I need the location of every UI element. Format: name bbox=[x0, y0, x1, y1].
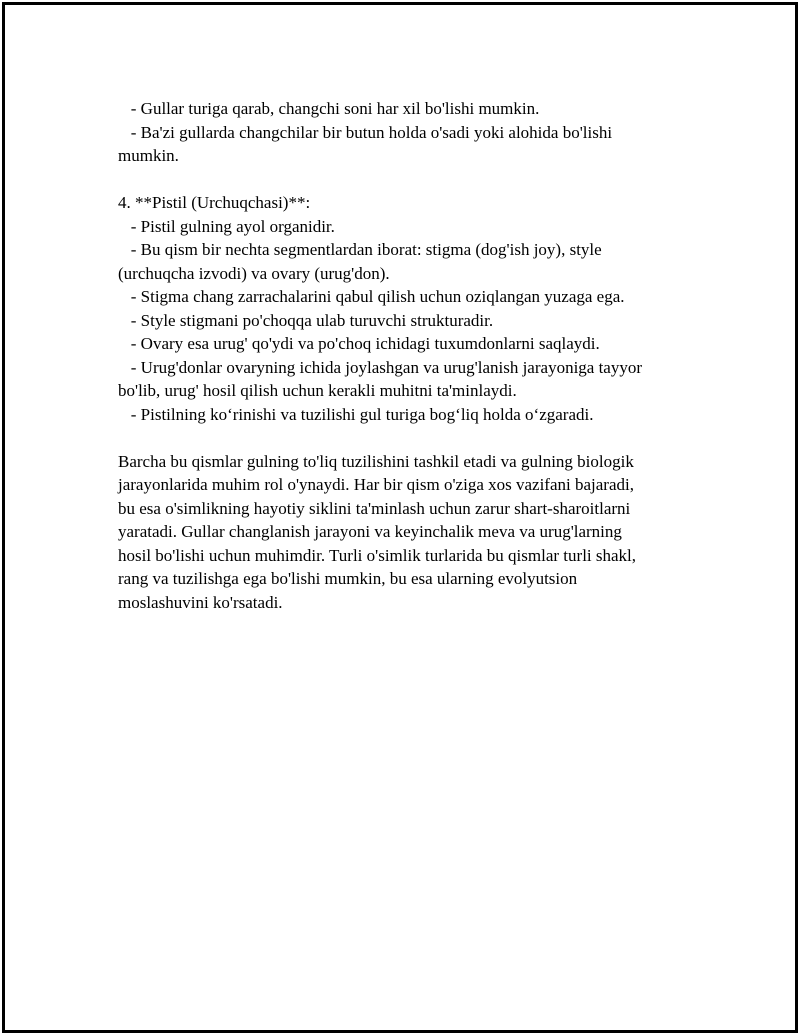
text-line: Barcha bu qismlar gulning to'liq tuzilishini tashkil etadi va gulning biologik bbox=[118, 451, 634, 471]
text-line: moslashuvini ko'rsatadi. bbox=[118, 592, 283, 612]
text-line: - Gullar turiga qarab, changchi soni har xil bo'lishi mumkin. bbox=[118, 99, 540, 118]
paragraph-gap bbox=[118, 426, 698, 450]
text-line: - Stigma chang zarrachalarini qabul qilish uchun oziqlangan yuzaga ega. bbox=[118, 287, 625, 306]
text-line: - Ba'zi gullarda changchilar bir butun holda o'sadi yoki alohida bo'lishi bbox=[118, 122, 613, 142]
text-line: - Pistil gulning ayol organidir. bbox=[118, 216, 335, 236]
text-line: - Pistilning koʻrinishi va tuzilishi gul turiga bogʻliq holda oʻzgaradi. bbox=[118, 404, 594, 424]
document-body bbox=[118, 97, 698, 614]
text-line: - Bu qism bir nechta segmentlardan iborat: stigma (dog'ish joy), style bbox=[118, 240, 602, 259]
text-line: - Urug'donlar ovaryning ichida joylashgan va urug'lanish jarayoniga tayyor bbox=[118, 357, 643, 377]
text-line: rang va tuzilishga ega bo'lishi mumkin, bu esa ularning evolyutsion bbox=[118, 569, 578, 588]
text-line: - Ovary esa urug' qo'ydi va po'choq ichidagi tuxumdonlarni saqlaydi. bbox=[118, 334, 600, 353]
text-line: bo'lib, urug' hosil qilish uchun kerakli muhitni ta'minlaydi. bbox=[118, 381, 517, 400]
paragraph-gap bbox=[118, 168, 698, 192]
text-line: bu esa o'simlikning hayotiy siklini ta'minlash uchun zarur shart-sharoitlarni bbox=[118, 498, 631, 518]
text-line: mumkin. bbox=[118, 146, 179, 165]
text-line: yaratadi. Gullar changlanish jarayoni va keyinchalik meva va urug'larning bbox=[118, 522, 622, 541]
section-heading: 4. **Pistil (Urchuqchasi)**: bbox=[118, 193, 311, 212]
text-line: - Style stigmani po'choqqa ulab turuvchi strukturadir. bbox=[118, 310, 494, 330]
document-page bbox=[2, 2, 798, 1033]
text-line: jarayonlarida muhim rol o'ynaydi. Har bir qism o'ziga xos vazifani bajaradi, bbox=[118, 475, 634, 494]
text-line: (urchuqcha izvodi) va ovary (urug'don). bbox=[118, 263, 390, 283]
text-line: hosil bo'lishi uchun muhimdir. Turli o'simlik turlarida bu qismlar turli shakl, bbox=[118, 545, 637, 565]
